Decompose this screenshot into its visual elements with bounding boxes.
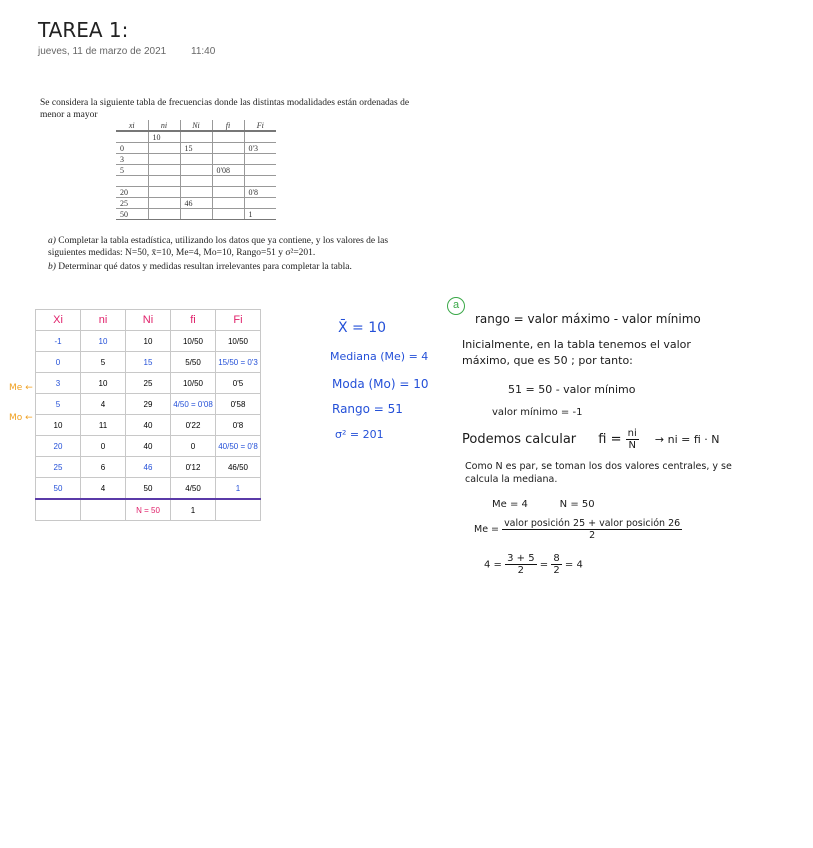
note-line-2: máximo, que es 50 ; por tanto: xyxy=(462,354,633,367)
cell xyxy=(180,131,212,143)
cell xyxy=(212,131,244,143)
page-title: TAREA 1: xyxy=(38,18,129,42)
table-row xyxy=(36,478,261,500)
cell: 0'08 xyxy=(212,165,244,176)
cell xyxy=(212,198,244,209)
fraction-numerator: valor posición 25 + valor posición 26 xyxy=(504,518,681,529)
note-line-1: Inicialmente, en la tabla tenemos el valor xyxy=(462,338,691,351)
cell: 4/50 = 0'08 xyxy=(171,394,216,415)
median-marker xyxy=(9,383,33,393)
problem-items xyxy=(48,235,398,275)
cell xyxy=(216,499,261,521)
cell xyxy=(148,165,180,176)
cell: 25 xyxy=(36,457,81,478)
fi-rhs: → ni = fi · N xyxy=(654,433,720,446)
cell xyxy=(148,176,180,187)
cell: 10 xyxy=(81,331,126,352)
cell xyxy=(244,131,276,143)
cell: 10 xyxy=(148,131,180,143)
fraction-denominator: 2 xyxy=(589,530,596,541)
col-header: Ni xyxy=(180,120,212,131)
result-fraction-1 xyxy=(505,553,536,576)
table-row xyxy=(116,198,276,209)
cell: 10 xyxy=(126,331,171,352)
given-range: Rango = 51 xyxy=(332,402,403,416)
item-a xyxy=(48,235,398,259)
col-header: Xi xyxy=(36,310,81,331)
col-header: fi xyxy=(212,120,244,131)
cell: 1 xyxy=(244,209,276,220)
mode-marker xyxy=(9,413,33,423)
cell: 0'58 xyxy=(216,394,261,415)
cell: 4 xyxy=(81,478,126,500)
cell: 11 xyxy=(81,415,126,436)
result-lhs: 4 = xyxy=(484,559,502,571)
cell: 10/50 xyxy=(171,331,216,352)
frequency-table xyxy=(116,120,276,220)
cell xyxy=(212,209,244,220)
cell: 40 xyxy=(126,436,171,457)
me-n-values: Me = 4 N = 50 xyxy=(492,499,595,510)
page-time: 11:40 xyxy=(191,46,216,57)
arrow-left-icon: ← xyxy=(25,413,33,423)
cell xyxy=(180,154,212,165)
cell: 20 xyxy=(116,187,148,198)
median-marker-label: Me xyxy=(9,383,23,393)
equation-1: 51 = 50 - valor mínimo xyxy=(508,383,636,396)
cell: 3 xyxy=(116,154,148,165)
cell: 5 xyxy=(81,352,126,373)
fraction-denominator: N xyxy=(628,440,636,451)
given-mean: X̄ = 10 xyxy=(338,320,387,336)
cell: 50 xyxy=(36,478,81,500)
cell xyxy=(116,176,148,187)
solution-table xyxy=(35,309,261,521)
cell xyxy=(212,143,244,154)
cell: 0'8 xyxy=(216,415,261,436)
median-result xyxy=(484,553,583,576)
cell: 10/50 xyxy=(171,373,216,394)
cell: 0'22 xyxy=(171,415,216,436)
table-row xyxy=(116,154,276,165)
cell: 0 xyxy=(116,143,148,154)
item-b xyxy=(48,261,398,273)
table-row xyxy=(36,436,261,457)
section-a-marker: a xyxy=(447,297,465,315)
cell xyxy=(180,187,212,198)
cell: 46 xyxy=(180,198,212,209)
cell xyxy=(244,198,276,209)
fi-lhs: fi = xyxy=(598,432,622,447)
result-rhs: = 4 xyxy=(564,559,583,571)
sum-row xyxy=(36,499,261,521)
table-header-row xyxy=(36,310,261,331)
table-row xyxy=(116,187,276,198)
given-variance: σ² = 201 xyxy=(335,428,384,441)
cell: 0 xyxy=(171,436,216,457)
col-header: Ni xyxy=(126,310,171,331)
cell xyxy=(244,165,276,176)
cell: 25 xyxy=(116,198,148,209)
fraction-numerator: ni xyxy=(627,428,637,439)
item-label: a) xyxy=(48,236,56,246)
mode-marker-label: Mo xyxy=(9,413,23,423)
cell: 1 xyxy=(171,499,216,521)
calc-line xyxy=(462,428,720,451)
cell xyxy=(180,209,212,220)
cell: 1 xyxy=(216,478,261,500)
table-row xyxy=(36,415,261,436)
col-header: Fi xyxy=(244,120,276,131)
cell: 10 xyxy=(81,373,126,394)
cell: 4/50 xyxy=(171,478,216,500)
cell: 0 xyxy=(36,352,81,373)
result-fraction-2 xyxy=(551,553,561,576)
cell: 25 xyxy=(126,373,171,394)
page-date: jueves, 11 de marzo de 2021 xyxy=(38,46,167,57)
cell: 0'8 xyxy=(244,187,276,198)
cell: 40 xyxy=(126,415,171,436)
cell: 15 xyxy=(180,143,212,154)
item-label: b) xyxy=(48,262,56,272)
table-row xyxy=(36,457,261,478)
cell xyxy=(244,176,276,187)
given-mode: Moda (Mo) = 10 xyxy=(332,377,429,391)
cell: 15/50 = 0'3 xyxy=(216,352,261,373)
cell: 0'3 xyxy=(244,143,276,154)
table-row xyxy=(36,352,261,373)
even-note-1: Como N es par, se toman los dos valores centrales, y se xyxy=(465,461,732,472)
item-text: Completar la tabla estadística, utilizando los datos que ya contiene, y los valores de las siguientes medidas: N=50, x̄=10, Me=4, Mo=10, Rango=51 y σ²=201. xyxy=(48,236,389,258)
cell: 0 xyxy=(81,436,126,457)
cell xyxy=(212,187,244,198)
col-header: fi xyxy=(171,310,216,331)
cell xyxy=(116,131,148,143)
col-header: xi xyxy=(116,120,148,131)
table-row xyxy=(116,176,276,187)
arrow-left-icon: ← xyxy=(25,383,33,393)
col-header: ni xyxy=(81,310,126,331)
equation-2: valor mínimo = -1 xyxy=(492,407,583,418)
range-formula: rango = valor máximo - valor mínimo xyxy=(475,312,701,326)
cell: -1 xyxy=(36,331,81,352)
table-row xyxy=(36,331,261,352)
col-header: Fi xyxy=(216,310,261,331)
fraction-numerator: 8 xyxy=(553,553,560,564)
cell xyxy=(148,187,180,198)
fraction-denominator: 2 xyxy=(517,565,525,576)
cell xyxy=(212,176,244,187)
cell: 20 xyxy=(36,436,81,457)
cell: 5 xyxy=(36,394,81,415)
fraction-denominator: 2 xyxy=(553,565,560,576)
even-note-2: calcula la mediana. xyxy=(465,474,558,485)
cell xyxy=(148,209,180,220)
given-median: Mediana (Me) = 4 xyxy=(330,350,429,363)
cell xyxy=(212,154,244,165)
cell: 15 xyxy=(126,352,171,373)
fraction-numerator: 3 + 5 xyxy=(507,553,535,564)
cell: 46/50 xyxy=(216,457,261,478)
cell xyxy=(180,176,212,187)
cell xyxy=(180,165,212,176)
cell: 50 xyxy=(126,478,171,500)
cell xyxy=(148,143,180,154)
col-header: ni xyxy=(148,120,180,131)
problem-intro: Se considera la siguiente tabla de frecuencias donde las distintas modalidades están ordenadas de menor a mayor xyxy=(40,98,410,120)
calc-label: Podemos calcular xyxy=(462,432,577,447)
cell: 5 xyxy=(116,165,148,176)
cell: 10 xyxy=(36,415,81,436)
table-row xyxy=(116,165,276,176)
cell xyxy=(244,154,276,165)
table-row xyxy=(36,373,261,394)
cell: 0'12 xyxy=(171,457,216,478)
cell: 0'5 xyxy=(216,373,261,394)
cell: 6 xyxy=(81,457,126,478)
median-formula xyxy=(474,518,682,541)
table-row xyxy=(116,143,276,154)
cell: 5/50 xyxy=(171,352,216,373)
result-equals: = xyxy=(539,559,549,571)
cell: 50 xyxy=(116,209,148,220)
cell: 29 xyxy=(126,394,171,415)
sum-n-cell: N = 50 xyxy=(126,499,171,521)
page-meta xyxy=(38,46,237,57)
table-row xyxy=(36,394,261,415)
cell xyxy=(148,198,180,209)
cell: 46 xyxy=(126,457,171,478)
median-lhs: Me = xyxy=(474,524,500,535)
item-text: Determinar qué datos y medidas resultan irrelevantes para completar la tabla. xyxy=(58,262,352,272)
fi-fraction xyxy=(626,428,639,451)
table-row xyxy=(116,209,276,220)
cell xyxy=(148,154,180,165)
cell xyxy=(36,499,81,521)
cell: 10/50 xyxy=(216,331,261,352)
cell: 40/50 = 0'8 xyxy=(216,436,261,457)
cell: 3 xyxy=(36,373,81,394)
cell xyxy=(81,499,126,521)
cell: 4 xyxy=(81,394,126,415)
median-fraction xyxy=(502,518,682,541)
table-row xyxy=(116,131,276,143)
